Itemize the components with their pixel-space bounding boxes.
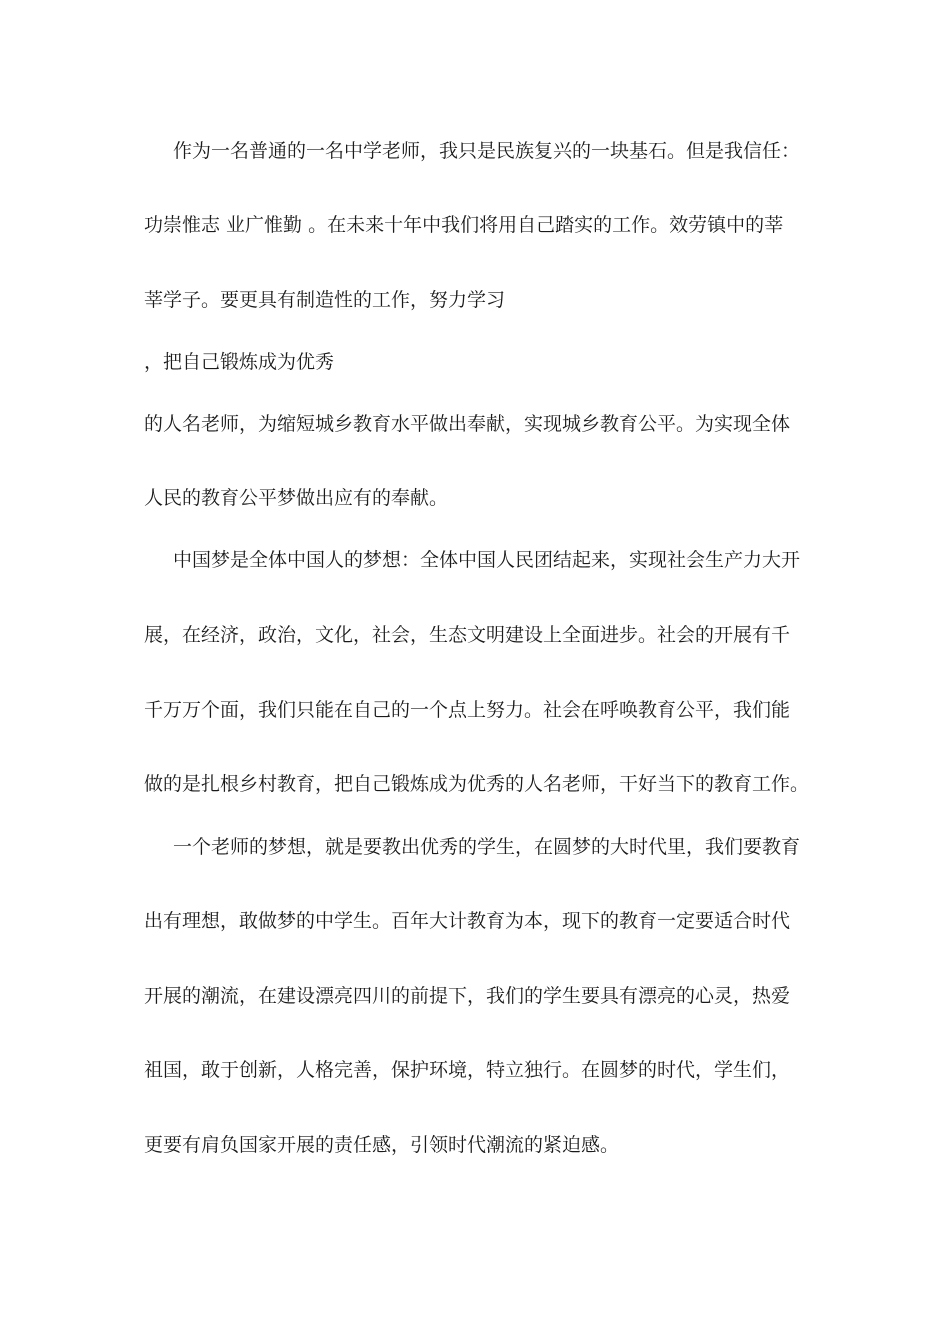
paragraph-1-line-3: 莘学子。要更具有制造性的工作，努力学习 (144, 289, 506, 311)
paragraph-3-line-3: 开展的潮流，在建设漂亮四川的前提下，我们的学生要具有漂亮的心灵，热爱 (144, 985, 791, 1007)
paragraph-3-line-2: 出有理想，敢做梦的中学生。百年大计教育为本，现下的教育一定要适合时代 (144, 910, 791, 932)
paragraph-1-line-4: ，把自己锻炼成为优秀 (144, 351, 335, 373)
paragraph-3-line-1: 一个老师的梦想，就是要教出优秀的学生，在圆梦的大时代里，我们要教育 (173, 836, 801, 858)
paragraph-3-line-4: 祖国，敢于创新，人格完善，保护环境，特立独行。在圆梦的时代，学生们， (144, 1059, 791, 1081)
paragraph-2-line-1: 中国梦是全体中国人的梦想：全体中国人民团结起来，实现社会生产力大开 (173, 549, 801, 571)
paragraph-2-line-2: 展，在经济，政治，文化，社会，生态文明建设上全面进步。社会的开展有千 (144, 624, 791, 646)
paragraph-2-line-4: 做的是扎根乡村教育，把自己锻炼成为优秀的人名老师，干好当下的教育工作。 (144, 773, 810, 795)
paragraph-1-line-2: 功崇惟志 业广惟勤 。在未来十年中我们将用自己踏实的工作。效劳镇中的莘 (144, 214, 784, 236)
paragraph-2-line-3: 千万万个面，我们只能在自己的一个点上努力。社会在呼唤教育公平，我们能 (144, 699, 791, 721)
paragraph-1-line-5: 的人名老师，为缩短城乡教育水平做出奉献，实现城乡教育公平。为实现全体 (144, 413, 791, 435)
paragraph-3-line-5: 更要有肩负国家开展的责任感，引领时代潮流的紧迫感。 (144, 1134, 620, 1156)
paragraph-1-line-6: 人民的教育公平梦做出应有的奉献。 (144, 487, 449, 509)
paragraph-1-line-1: 作为一名普通的一名中学老师，我只是民族复兴的一块基石。但是我信任： (173, 140, 801, 162)
